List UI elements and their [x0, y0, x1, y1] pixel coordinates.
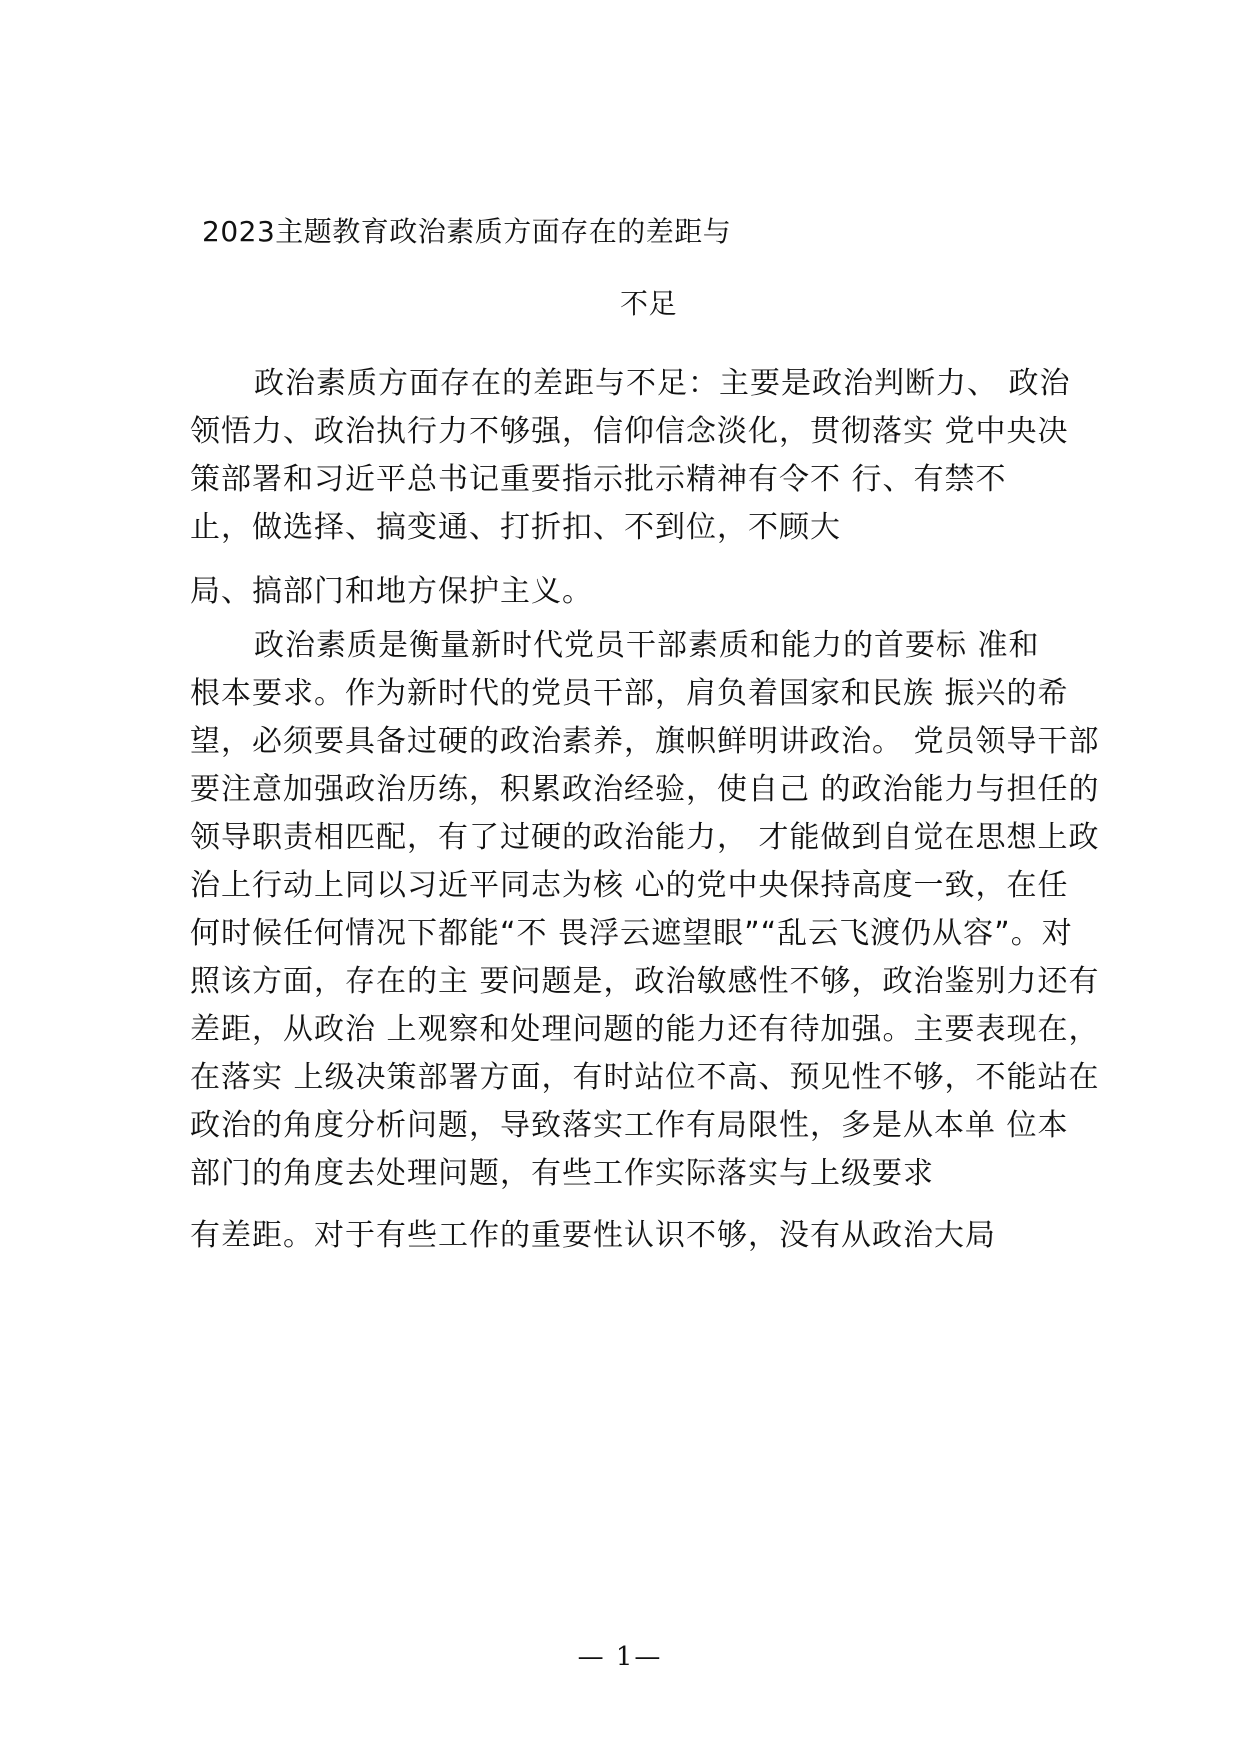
- paragraph-1-line: 政治素质方面存在的差距与不足：主要是政治判断力、 政治: [254, 366, 1071, 401]
- paragraph-2-line: 照该方面，存在的主 要问题是，政治敏感性不够，政治鉴别力还有: [190, 964, 1100, 999]
- paragraph-2-line: 在落实 上级决策部署方面，有时站位不高、预见性不够，不能站在: [190, 1060, 1100, 1095]
- paragraph-1-line: 领悟力、政治执行力不够强，信仰信念淡化，贯彻落实 党中央决: [190, 414, 1069, 449]
- paragraph-1-line: 止，做选择、搞变通、打折扣、不到位，不顾大: [190, 510, 841, 545]
- paragraph-1-line: 局、搞部门和地方保护主义。: [190, 574, 593, 609]
- paragraph-2-line: 望，必须要具备过硬的政治素养，旗帜鲜明讲政治。 党员领导干部: [190, 724, 1100, 759]
- paragraph-2-line: 差距，从政治 上观察和处理问题的能力还有待加强。主要表现在，: [190, 1012, 1100, 1047]
- page-number: — 1—: [577, 1642, 663, 1672]
- paragraph-2-line: 要注意加强政治历练，积累政治经验，使自己 的政治能力与担任的: [190, 772, 1100, 807]
- paragraph-2-line: 政治素质是衡量新时代党员干部素质和能力的首要标 准和: [254, 628, 1040, 663]
- paragraph-2-line: 治上行动上同以习近平同志为核 心的党中央保持高度一致，在任: [190, 868, 1069, 903]
- document-title-line-2: 不足: [620, 287, 678, 320]
- paragraph-2-line: 有差距。对于有些工作的重要性认识不够，没有从政治大局: [190, 1218, 996, 1253]
- paragraph-2-line: 根本要求。作为新时代的党员干部，肩负着国家和民族 振兴的希: [190, 676, 1069, 711]
- paragraph-2-line: 何时候任何情况下都能“不 畏浮云遮望眼”“乱云飞渡仍从容”。对: [190, 916, 1073, 951]
- document-title-line-1: 2023主题教育政治素质方面存在的差距与: [202, 215, 732, 248]
- paragraph-2-line: 领导职责相匹配，有了过硬的政治能力， 才能做到自觉在思想上政: [190, 820, 1100, 855]
- paragraph-2-line: 政治的角度分析问题，导致落实工作有局限性，多是从本单 位本: [190, 1108, 1069, 1143]
- paragraph-2-line: 部门的角度去处理问题，有些工作实际落实与上级要求: [190, 1156, 934, 1191]
- paragraph-1-line: 策部署和习近平总书记重要指示批示精神有令不 行、有禁不: [190, 462, 1007, 497]
